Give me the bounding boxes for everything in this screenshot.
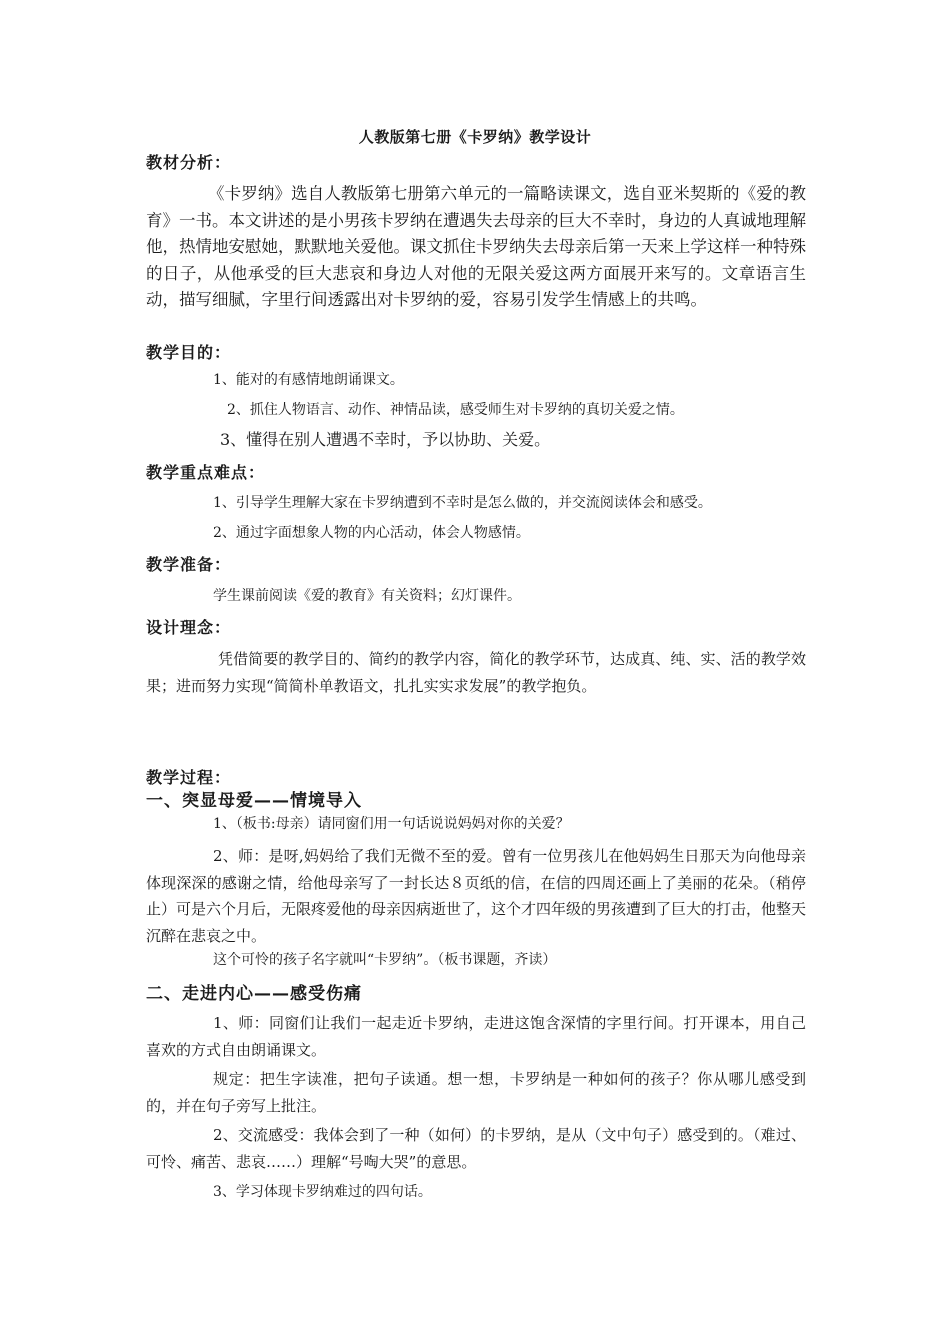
- part-1-paragraph-2: 2、师：是呀,妈妈给了我们无微不至的爱。曾有一位男孩儿在他妈妈生日那天为向他母亲体现深深的感谢之情，给他母亲写了一封长达８页纸的信，在信的四周还画上了美丽的花朵。（稍停止）可是六个月后，无限疼爱他的母亲因病逝世了，这个才四年级的男孩遭到了巨大的打击，他整天沉醉在悲哀之中。: [146, 847, 807, 945]
- document-title: 人教版第七册《卡罗纳》教学设计: [358, 128, 592, 146]
- heading-preparation: 教学准备：: [146, 555, 232, 574]
- part-2-paragraph-1: 1、师：同窗们让我们一起走近卡罗纳，走进这饱含深情的字里行间。打开课本，用自己喜欢的方式自由朗诵课文。: [146, 1014, 806, 1059]
- heading-key-points: 教学重点难点：: [146, 463, 266, 482]
- part-2-paragraph-4: 3、学习体现卡罗纳难过的四句话。: [213, 1184, 432, 1200]
- preparation-text: 学生课前阅读《爱的教育》有关资料；幻灯课件。: [213, 588, 521, 604]
- heading-material-analysis: 教材分析：: [146, 153, 232, 172]
- key-point-item-1: 1、引导学生理解大家在卡罗纳遭到不幸时是怎么做的，并交流阅读体会和感受。: [213, 495, 712, 511]
- design-concept-paragraph: 凭借简要的教学目的、简约的教学内容，简化的教学环节，达成真、纯、实、活的教学效果；进而努力实现“简简朴单教语文，扎扎实实求发展”的教学抱负。: [146, 650, 806, 695]
- heading-teaching-process: 教学过程：: [146, 768, 232, 787]
- material-analysis-paragraph: 《卡罗纳》选自人教版第七册第六单元的一篇略读课文，选自亚米契斯的《爱的教育》一书。本文讲述的是小男孩卡罗纳在遭遇失去母亲的巨大不幸时，身边的人真诚地理解他，热情地安慰她，默默地关爱他。课文抓住卡罗纳失去母亲后第一天来上学这样一种特殊的日子，从他承受的巨大悲哀和身边人对他的无限关爱这两方面展开来写的。文章语言生动，描写细腻，字里行间透露出对卡罗纳的爱，容易引发学生情感上的共鸣。: [146, 184, 806, 309]
- goal-item-2: 2、抓住人物语言、动作、神情品读，感受师生对卡罗纳的真切关爱之情。: [227, 402, 684, 418]
- part-1-paragraph-3: 这个可怜的孩子名字就叫“卡罗纳”。（板书课题，齐读）: [213, 952, 557, 968]
- part-2-paragraph-3: 2、交流感受：我体会到了一种（如何）的卡罗纳，是从（文中句子）感受到的。（难过、可怜、痛苦、悲哀……）理解“号啕大哭”的意思。: [146, 1126, 806, 1171]
- heading-part-2: 二、走进内心——感受伤痛: [146, 984, 362, 1004]
- heading-design-concept: 设计理念：: [146, 618, 232, 637]
- goal-item-1: 1、能对的有感情地朗诵课文。: [213, 372, 404, 388]
- goal-item-3: 3、懂得在别人遭遇不幸时，予以协助、关爱。: [220, 430, 551, 449]
- part-2-paragraph-2: 规定：把生字读准，把句子读通。想一想，卡罗纳是一种如何的孩子？你从哪儿感受到的，并在句子旁写上批注。: [146, 1070, 806, 1115]
- part-1-paragraph-1: 1、（板书:母亲）请同窗们用一句话说说妈妈对你的关爱？: [213, 816, 570, 832]
- heading-teaching-goals: 教学目的：: [146, 343, 232, 362]
- heading-part-1: 一、突显母爱——情境导入: [146, 791, 362, 811]
- key-point-item-2: 2、通过字面想象人物的内心活动，体会人物感情。: [213, 525, 530, 541]
